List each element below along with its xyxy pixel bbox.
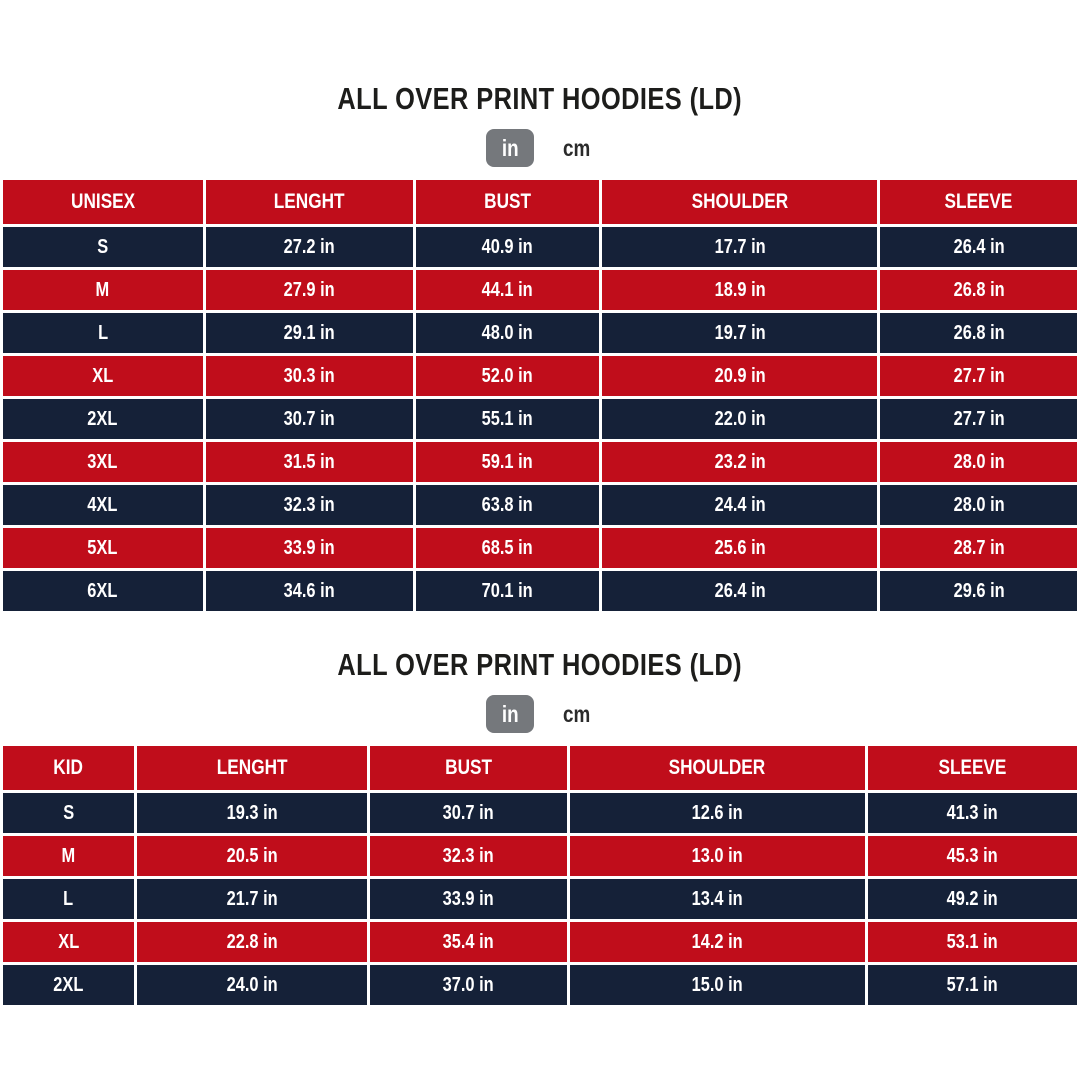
measurement-cell: 21.7 in [137, 879, 367, 919]
measurement-cell: 45.3 in [868, 836, 1077, 876]
section-title-kid [0, 648, 1080, 682]
column-header: BUST [416, 180, 600, 224]
header-row [3, 746, 1077, 790]
measurement-cell: 41.3 in [868, 793, 1077, 833]
size-cell: XL [3, 356, 203, 396]
table-row [3, 313, 1077, 353]
table-row [3, 356, 1077, 396]
column-header: UNISEX [3, 180, 203, 224]
measurement-cell: 57.1 in [868, 965, 1077, 1005]
measurement-cell: 27.7 in [880, 356, 1077, 396]
measurement-cell: 30.7 in [206, 399, 413, 439]
measurement-cell: 40.9 in [416, 227, 600, 267]
measurement-cell: 27.2 in [206, 227, 413, 267]
table-row [3, 836, 1077, 876]
measurement-cell: 44.1 in [416, 270, 600, 310]
size-cell: 3XL [3, 442, 203, 482]
measurement-cell: 34.6 in [206, 571, 413, 611]
measurement-cell: 33.9 in [370, 879, 566, 919]
size-cell: 4XL [3, 485, 203, 525]
section-title-text: ALL OVER PRINT HOODIES (LD) [337, 647, 743, 683]
table-row [3, 399, 1077, 439]
column-header: SLEEVE [868, 746, 1077, 790]
measurement-cell: 55.1 in [416, 399, 600, 439]
unisex-size-section [0, 82, 1080, 614]
measurement-cell: 49.2 in [868, 879, 1077, 919]
measurement-cell: 20.5 in [137, 836, 367, 876]
size-cell: M [3, 836, 134, 876]
measurement-cell: 48.0 in [416, 313, 600, 353]
measurement-cell: 28.0 in [880, 442, 1077, 482]
unisex-size-table [0, 177, 1080, 614]
kid-size-table [0, 743, 1080, 1008]
table-row [3, 485, 1077, 525]
column-header: SHOULDER [602, 180, 877, 224]
measurement-cell: 26.4 in [602, 571, 877, 611]
measurement-cell: 28.7 in [880, 528, 1077, 568]
measurement-cell: 37.0 in [370, 965, 566, 1005]
measurement-cell: 52.0 in [416, 356, 600, 396]
column-header: LENGHT [137, 746, 367, 790]
measurement-cell: 24.0 in [137, 965, 367, 1005]
measurement-cell: 13.0 in [570, 836, 865, 876]
measurement-cell: 25.6 in [602, 528, 877, 568]
table-row [3, 793, 1077, 833]
column-header: BUST [370, 746, 566, 790]
measurement-cell: 29.6 in [880, 571, 1077, 611]
unit-toggle-kid [0, 695, 1080, 733]
unit-toggle-unisex [0, 129, 1080, 167]
size-cell: S [3, 793, 134, 833]
unit-cm-button[interactable]: cm [563, 134, 591, 161]
measurement-cell: 14.2 in [570, 922, 865, 962]
unit-cm-button[interactable]: cm [563, 700, 591, 727]
measurement-cell: 26.8 in [880, 313, 1077, 353]
table-row [3, 571, 1077, 611]
measurement-cell: 19.7 in [602, 313, 877, 353]
unit-in-button[interactable]: in [486, 129, 534, 167]
table-row [3, 965, 1077, 1005]
size-cell: S [3, 227, 203, 267]
header-row [3, 180, 1077, 224]
measurement-cell: 35.4 in [370, 922, 566, 962]
measurement-cell: 17.7 in [602, 227, 877, 267]
measurement-cell: 30.7 in [370, 793, 566, 833]
measurement-cell: 33.9 in [206, 528, 413, 568]
measurement-cell: 68.5 in [416, 528, 600, 568]
section-title-text: ALL OVER PRINT HOODIES (LD) [337, 81, 743, 116]
measurement-cell: 27.9 in [206, 270, 413, 310]
measurement-cell: 59.1 in [416, 442, 600, 482]
measurement-cell: 13.4 in [570, 879, 865, 919]
column-header: SLEEVE [880, 180, 1077, 224]
measurement-cell: 22.0 in [602, 399, 877, 439]
kid-size-section [0, 648, 1080, 1008]
size-cell: XL [3, 922, 134, 962]
measurement-cell: 15.0 in [570, 965, 865, 1005]
measurement-cell: 18.9 in [602, 270, 877, 310]
measurement-cell: 29.1 in [206, 313, 413, 353]
measurement-cell: 22.8 in [137, 922, 367, 962]
measurement-cell: 53.1 in [868, 922, 1077, 962]
size-cell: L [3, 879, 134, 919]
measurement-cell: 23.2 in [602, 442, 877, 482]
table-row [3, 879, 1077, 919]
measurement-cell: 63.8 in [416, 485, 600, 525]
table-row [3, 270, 1077, 310]
measurement-cell: 31.5 in [206, 442, 413, 482]
size-cell: M [3, 270, 203, 310]
table-row [3, 528, 1077, 568]
column-header: KID [3, 746, 134, 790]
measurement-cell: 32.3 in [206, 485, 413, 525]
table-row [3, 442, 1077, 482]
size-cell: 6XL [3, 571, 203, 611]
section-title-unisex [0, 82, 1080, 116]
size-cell: 5XL [3, 528, 203, 568]
measurement-cell: 28.0 in [880, 485, 1077, 525]
measurement-cell: 32.3 in [370, 836, 566, 876]
measurement-cell: 24.4 in [602, 485, 877, 525]
measurement-cell: 19.3 in [137, 793, 367, 833]
column-header: LENGHT [206, 180, 413, 224]
measurement-cell: 70.1 in [416, 571, 600, 611]
size-cell: 2XL [3, 399, 203, 439]
measurement-cell: 30.3 in [206, 356, 413, 396]
measurement-cell: 27.7 in [880, 399, 1077, 439]
measurement-cell: 26.8 in [880, 270, 1077, 310]
measurement-cell: 20.9 in [602, 356, 877, 396]
table-row [3, 227, 1077, 267]
measurement-cell: 12.6 in [570, 793, 865, 833]
table-row [3, 922, 1077, 962]
unit-in-button[interactable]: in [486, 695, 534, 733]
column-header: SHOULDER [570, 746, 865, 790]
size-cell: 2XL [3, 965, 134, 1005]
size-cell: L [3, 313, 203, 353]
measurement-cell: 26.4 in [880, 227, 1077, 267]
